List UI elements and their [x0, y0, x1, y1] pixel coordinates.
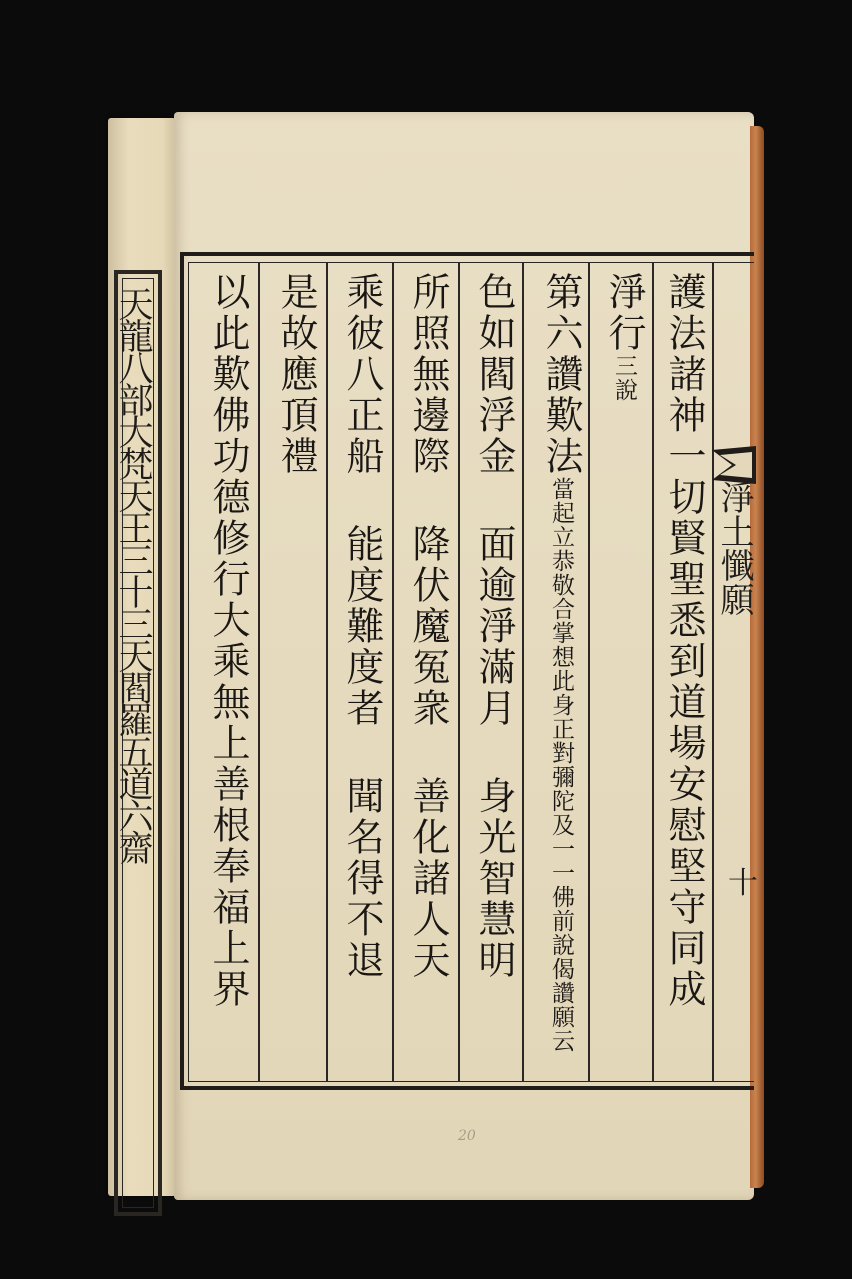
- pencil-mark: 20: [458, 1128, 476, 1144]
- text-column-6: 乘彼八正船 能度難度者 聞名得不退: [340, 272, 384, 981]
- text-column-3: [527, 272, 587, 1072]
- column-rule: [392, 262, 394, 1082]
- column-2-note: 三說: [611, 354, 637, 402]
- text-column-1: 護法諸神一切賢聖悉到道場安慰堅守同成: [662, 272, 706, 1010]
- column-rule: [652, 262, 654, 1082]
- text-column-4: 色如閻浮金 面逾淨滿月 身光智慧明: [472, 272, 516, 981]
- text-column-2: [594, 272, 650, 1072]
- column-rule: [588, 262, 590, 1082]
- text-column-7: 是故應頂禮: [274, 272, 318, 477]
- band-title: 淨土懺願: [714, 480, 754, 616]
- column-rule: [522, 262, 524, 1082]
- side-title-text: 天龍八部大梵天王三十三天閻羅五道六齋: [113, 286, 153, 862]
- column-3-main: 第六讚歎法: [539, 272, 583, 477]
- column-3-note: 當起立恭敬合掌想此身正對彌陀及一一佛前說偈讚願云: [548, 477, 574, 1053]
- text-column-5: 所照無邊際 降伏魔冤衆 善化諸人天: [406, 272, 450, 981]
- band-page-number: 十: [728, 866, 758, 901]
- text-column-8: 以此歎佛功德修行大乘無上善根奉福上界: [206, 272, 250, 1010]
- column-rule: [326, 262, 328, 1082]
- column-rule: [258, 262, 260, 1082]
- column-2-main: 淨行: [602, 272, 646, 354]
- column-rule: [458, 262, 460, 1082]
- fish-tail-mark-icon: [712, 446, 756, 484]
